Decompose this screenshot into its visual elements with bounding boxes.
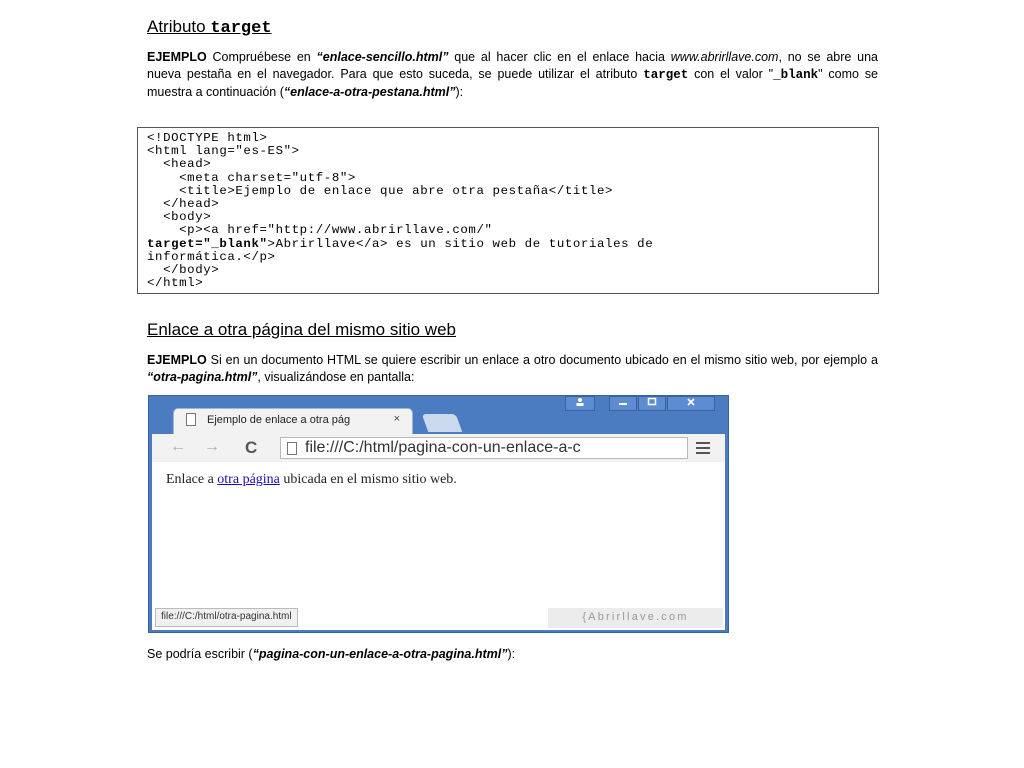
code-line: <html lang="es-ES"> <box>147 144 300 159</box>
code-line: <head> <box>147 157 212 172</box>
page-icon <box>287 442 297 455</box>
code-line: <body> <box>147 210 212 225</box>
para-text: con el valor " <box>688 67 774 81</box>
website-name: www.abrirllave.com <box>670 50 779 64</box>
browser-tab[interactable] <box>173 408 413 434</box>
section-heading-target-attribute <box>147 17 272 38</box>
page-text: ubicada en el mismo sitio web. <box>279 472 457 487</box>
para-text: ): <box>455 85 464 99</box>
address-bar[interactable] <box>280 437 688 459</box>
browser-window <box>148 395 729 633</box>
code-target-blank: target="_blank" <box>147 236 268 251</box>
page-icon <box>186 413 196 426</box>
page-viewport <box>152 462 725 630</box>
code-line: <!DOCTYPE html> <box>147 131 268 145</box>
otra-pagina-link[interactable]: otra página <box>217 472 280 487</box>
new-tab-button[interactable] <box>422 414 463 432</box>
user-icon[interactable] <box>565 396 595 411</box>
code-target: target <box>643 68 689 82</box>
heading-text: Atributo <box>147 17 211 36</box>
example-label: EJEMPLO <box>147 50 207 64</box>
forward-arrow-icon[interactable]: → <box>204 438 220 455</box>
section-heading-same-site-link: Enlace a otra página del mismo sitio web <box>147 320 456 339</box>
code-line: </html> <box>147 276 204 291</box>
maximize-icon[interactable] <box>638 396 666 411</box>
example-paragraph-1 <box>147 49 878 101</box>
heading-code: target <box>210 19 272 38</box>
status-bar-url: file:///C:/html/otra-pagina.html <box>155 608 298 627</box>
close-window-icon[interactable] <box>667 396 715 411</box>
code-line: </body> <box>147 263 220 278</box>
browser-toolbar <box>152 434 725 462</box>
code-line: </head> <box>147 197 220 212</box>
code-line: informática.</p> <box>147 249 276 264</box>
para-text: que al hacer clic en el enlace hacia <box>448 50 671 64</box>
code-block <box>137 127 879 294</box>
code-line: <title>Ejemplo de enlace que abre otra pestaña</title> <box>147 183 614 198</box>
code-line: <p><a href="http://www.abrirllave.com/" <box>147 223 493 238</box>
example-paragraph-2 <box>147 352 878 386</box>
menu-icon[interactable] <box>696 442 710 457</box>
code-line: <meta charset="utf-8"> <box>147 170 356 185</box>
example-label: EJEMPLO <box>147 353 207 367</box>
para-text: ): <box>507 647 516 661</box>
code-blank: _blank <box>773 68 819 82</box>
page-text: Enlace a <box>166 472 218 487</box>
page-content <box>166 472 457 488</box>
closing-sentence <box>147 646 878 663</box>
filename: “enlace-a-otra-pestana.html” <box>283 85 456 99</box>
para-text: , visualizándose en pantalla: <box>257 370 415 384</box>
reload-icon[interactable]: C <box>245 438 258 457</box>
back-arrow-icon[interactable]: ← <box>170 438 186 455</box>
para-text: , no se abre una nueva pestaña en el navegador. Para que esto suceda, se puede utilizar el atributo <box>147 50 879 81</box>
filename: “pagina-con-un-enlace-a-otra-pagina.html” <box>252 647 508 661</box>
para-text: Si en un documento HTML se quiere escribir un enlace a otro documento ubicado en el mismo sitio web, por ejemplo a <box>206 353 878 367</box>
tab-title: Ejemplo de enlace a otra pág <box>207 414 351 426</box>
code-line: >Abrirllave</a> es un sitio web de tutoriales de <box>267 236 654 251</box>
para-text: " como se muestra a continuación ( <box>147 67 878 99</box>
url-text: file:///C:/html/pagina-con-un-enlace-a-c <box>305 439 581 456</box>
minimize-icon[interactable] <box>609 396 637 411</box>
filename: “otra-pagina.html” <box>147 370 258 384</box>
abrirllave-watermark: {Abrirllave.com <box>548 608 723 628</box>
filename: “enlace-sencillo.html” <box>316 50 449 64</box>
para-text: Compruébese en <box>206 50 317 64</box>
para-text: Se podría escribir ( <box>147 647 253 661</box>
close-icon[interactable]: × <box>393 413 400 425</box>
